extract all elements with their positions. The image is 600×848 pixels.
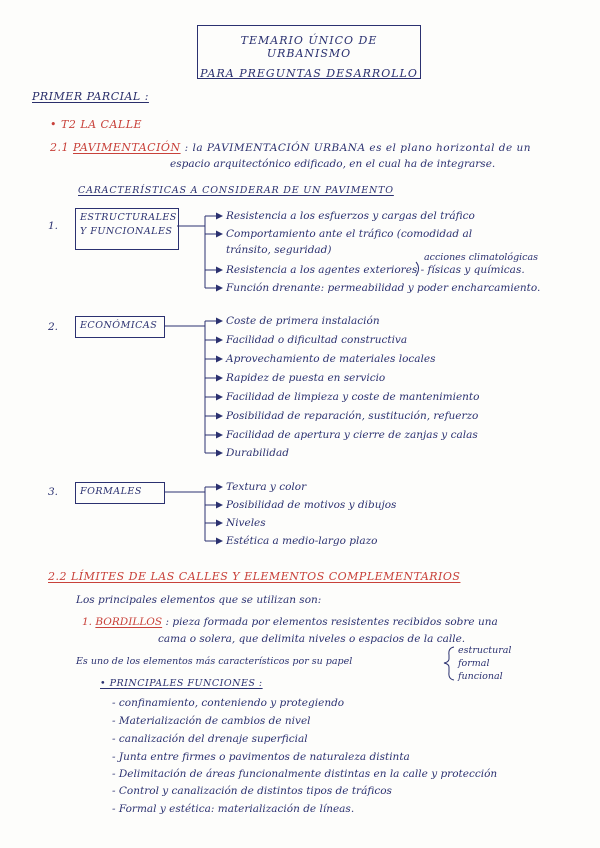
tema-heading: • T2 LA CALLE [50,118,143,131]
group-3-item-3: Niveles [226,517,266,529]
section-2-1-text-1: : la PAVIMENTACIÓN URBANA es el plano horizontal de un [184,142,532,154]
group-2-item-6: Posibilidad de reparación, sustitución, refuerzo [226,410,479,422]
group-2-label-1: ECONÓMICAS [80,320,158,331]
funcion-2: - Materialización de cambios de nivel [112,715,311,727]
group-2-item-7: Facilidad de apertura y cierre de zanjas y calas [226,429,478,441]
group-2-item-2: Facilidad o dificultad constructiva [226,334,408,346]
section-2-2-intro: Los principales elementos que se utilizan son: [76,594,322,606]
primer-parcial-heading: PRIMER PARCIAL : [32,90,149,103]
group-1-note: acciones climatológicas [424,252,539,263]
group-1-label-2: Y FUNCIONALES [80,226,173,237]
bordillos-text-1: : pieza formada por elementos resistentes recibidos sobre una [165,616,498,628]
section-2-1-number: 2.1 [50,141,69,154]
funcion-7: - Formal y estética: materialización de líneas. [112,803,355,815]
funcion-3: - canalización del drenaje superficial [112,733,308,745]
group-3-label-1: FORMALES [80,486,142,497]
funcion-6: - Control y canalización de distintos tipos de tráficos [112,785,392,797]
group-1-item-5: Función drenante: permeabilidad y poder encharcamiento. [226,282,541,294]
group-3-item-1: Textura y color [226,481,307,493]
group-1-item-3: tránsito, seguridad) [226,244,332,256]
group-1-item-2: Comportamiento ante el tráfico (comodidad al [226,228,473,240]
group-2-item-3: Aprovechamiento de materiales locales [226,353,436,365]
group-2-number: 2. [48,321,59,333]
group-3-number: 3. [48,486,59,498]
section-2-1-text-2: espacio arquitectónico edificado, en el cual ha de integrarse. [170,158,496,170]
group-1-item-1: Resistencia a los esfuerzos y cargas del tráfico [226,210,475,222]
section-2-2-heading: 2.2 LÍMITES DE LAS CALLES Y ELEMENTOS COMPLEMENTARIOS [48,570,461,583]
bordillos-heading: BORDILLOS [95,616,163,628]
papel-item-2: formal [458,658,490,669]
group-1-note-brace [416,262,419,276]
caracteristicas-heading: CARACTERÍSTICAS A CONSIDERAR DE UN PAVIMENTO [78,185,394,196]
papel-item-3: funcional [458,671,503,682]
bordillos-text-2: cama o solera, que delimita niveles o espacios de la calle. [158,633,466,645]
funciones-heading: • PRINCIPALES FUNCIONES : [100,678,263,689]
papel-item-1: estructural [458,645,512,656]
section-2-1-heading: PAVIMENTACIÓN [73,141,181,154]
group-3-item-4: Estética a medio-largo plazo [226,535,378,547]
group-2-item-8: Durabilidad [226,447,289,459]
title-line-1: TEMARIO ÚNICO DE URBANISMO [240,34,378,60]
group-2-item-1: Coste de primera instalación [226,315,380,327]
funcion-4: - Junta entre firmes o pavimentos de naturaleza distinta [112,751,410,763]
bordillos-number: 1. [82,616,93,628]
group-1-label-1: ESTRUCTURALES [80,212,177,223]
group-1-number: 1. [48,220,59,232]
group-2-item-5: Facilidad de limpieza y coste de mantenimiento [226,391,480,403]
funcion-5: - Delimitación de áreas funcionalmente distintas en la calle y protección [112,768,498,780]
papel-text: Es uno de los elementos más característicos por su papel [76,656,353,667]
group-2-item-4: Rapidez de puesta en servicio [226,372,386,384]
group-3-item-2: Posibilidad de motivos y dibujos [226,499,397,511]
title-line-2: PARA PREGUNTAS DESARROLLO [200,67,418,80]
funcion-1: - confinamiento, conteniendo y protegiendo [112,697,345,709]
group-1-item-4: Resistencia a los agentes exteriores - físicas y químicas. [226,264,525,276]
papel-brace [444,647,454,680]
